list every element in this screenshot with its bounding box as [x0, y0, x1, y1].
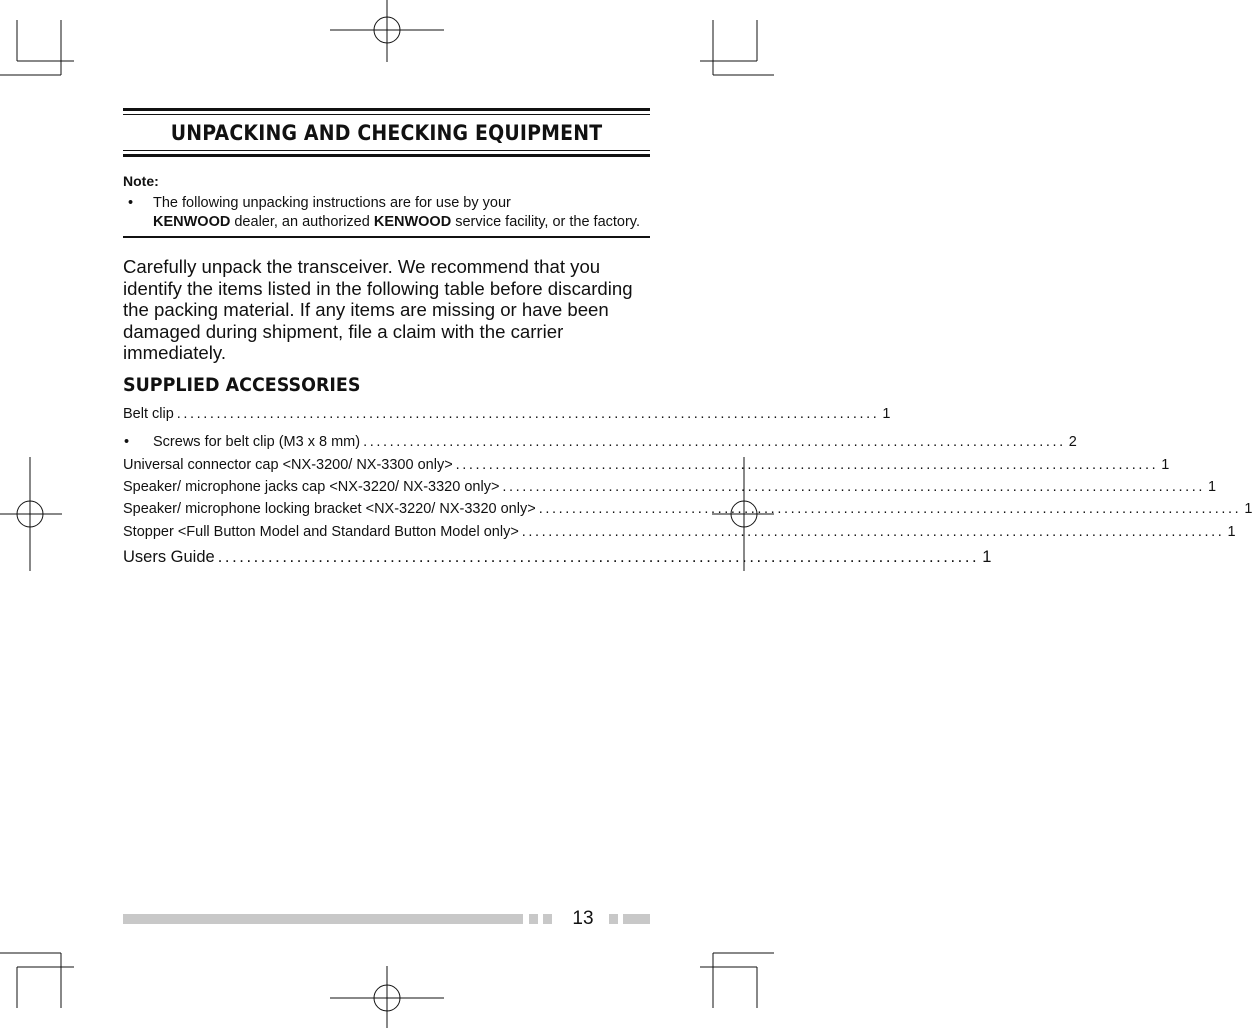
brand-name: KENWOOD — [153, 214, 231, 230]
item-qty: 1 — [1244, 501, 1252, 517]
footer-square — [529, 914, 538, 924]
item-name: Speaker/ microphone jacks cap <NX-3220/ NX-3320 only> — [123, 479, 500, 495]
page-number: 13 — [572, 908, 594, 929]
list-item — [123, 476, 1217, 498]
item-name-text: Screws for belt clip (M3 x 8 mm) — [153, 434, 361, 450]
brand-name: KENWOOD — [373, 214, 452, 230]
bullet: • — [124, 434, 130, 450]
note-text-c: service facility, or the factory. — [451, 214, 641, 230]
heading-rule-top — [123, 108, 650, 111]
item-qty: 1 — [982, 548, 992, 566]
list-item — [123, 430, 1077, 454]
item-name: Universal connector cap <NX-3200/ NX-3300 only> — [123, 457, 453, 473]
heading-rule-top-thin — [123, 114, 650, 115]
item-qty: 1 — [1227, 524, 1236, 540]
intro-paragraph: Carefully unpack the transceiver. We recommend that you identify the items listed in the following table before discarding the packing material. If any items are missing or have been damaged during shipment, file a claim with the carrier immediately. — [123, 256, 633, 363]
note-box — [123, 172, 650, 238]
leader-dots: .......................................................................................................... — [363, 434, 1066, 450]
bullet: • — [128, 195, 134, 211]
item-qty: 2 — [1068, 434, 1077, 450]
note-text-a: The following unpacking instructions are for use by your — [153, 195, 511, 211]
accessories-list — [123, 402, 1252, 570]
leader-dots: .......................................................................................................... — [538, 501, 1242, 517]
item-name — [123, 430, 363, 454]
leader-dots: .......................................................................................................... — [502, 479, 1206, 495]
leader-dots: .......................................................................................................... — [176, 406, 880, 422]
note-label: Note: — [123, 173, 159, 189]
accessories-heading: SUPPLIED ACCESSORIES — [123, 374, 361, 396]
item-name: Users Guide — [123, 548, 215, 566]
footer-bar-right — [623, 914, 650, 924]
leader-dots: .......................................................................................................... — [217, 548, 980, 566]
footer-bar — [123, 914, 523, 924]
item-qty: 1 — [1161, 457, 1170, 473]
item-name: Speaker/ microphone locking bracket <NX-3220/ NX-3320 only> — [123, 501, 536, 517]
item-qty: 1 — [1208, 479, 1217, 495]
item-name: Stopper <Full Button Model and Standard Button Model only> — [123, 524, 519, 540]
heading-rule-bottom — [123, 154, 650, 157]
note-text-b: dealer, an authorized — [230, 214, 374, 230]
footer-square — [543, 914, 552, 924]
list-item — [123, 402, 891, 426]
leader-dots: .......................................................................................................... — [455, 457, 1159, 473]
item-name: Belt clip — [123, 406, 174, 422]
footer-square — [609, 914, 618, 924]
list-item — [123, 520, 1236, 544]
list-item — [123, 454, 1170, 476]
item-qty: 1 — [882, 406, 891, 422]
page-title: UNPACKING AND CHECKING EQUIPMENT — [170, 121, 603, 145]
list-item — [123, 544, 992, 570]
heading-rule-bottom-thin — [123, 150, 650, 151]
section-heading — [123, 108, 650, 157]
note-rule — [123, 236, 650, 238]
note-item — [123, 194, 650, 232]
list-item — [123, 498, 1252, 520]
leader-dots: .......................................................................................................... — [521, 524, 1225, 540]
